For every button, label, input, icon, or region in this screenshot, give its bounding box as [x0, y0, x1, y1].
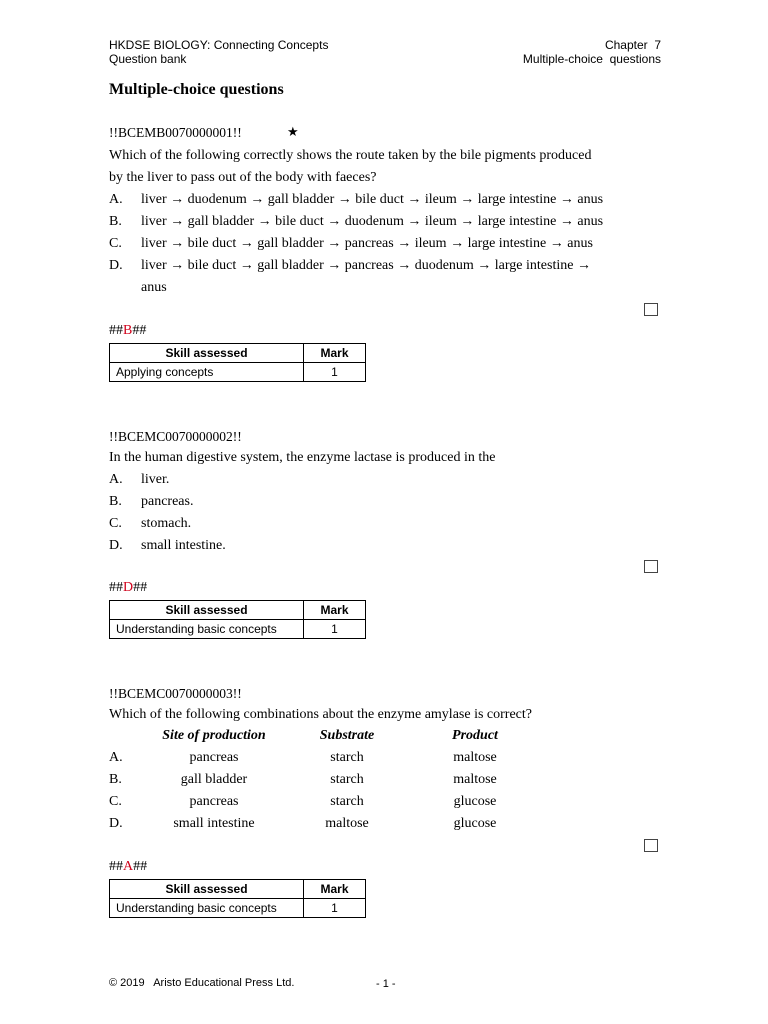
option-letter: A. — [109, 750, 123, 765]
mark-cell: 1 — [304, 620, 366, 639]
substrate-cell: starch — [330, 750, 364, 765]
chapter-label: Chapter 7 — [604, 38, 661, 52]
substrate-cell: starch — [330, 772, 364, 787]
chapter-section: Multiple-choice questions — [522, 52, 661, 66]
mark-header: Mark — [304, 880, 366, 899]
option-letter: B. — [109, 214, 122, 229]
skill-cell: Applying concepts — [110, 363, 304, 382]
answer-checkbox[interactable] — [644, 560, 658, 573]
mark-header: Mark — [304, 344, 366, 363]
copyright-notice: © 2019 Aristo Educational Press Ltd. — [109, 977, 295, 989]
option-letter: A. — [109, 192, 123, 207]
option-d[interactable] — [109, 535, 409, 557]
table-row — [110, 899, 366, 918]
skill-header: Skill assessed — [110, 344, 304, 363]
option-text: liver → duodenum → gall bladder → bile duct → ileum → large intestine → anus — [141, 192, 604, 207]
book-title: HKDSE BIOLOGY: Connecting Concepts — [109, 38, 329, 52]
option-letter: C. — [109, 236, 122, 251]
option-letter: D. — [109, 538, 123, 553]
option-c[interactable] — [109, 794, 579, 816]
option-d[interactable] — [109, 816, 579, 838]
site-cell: pancreas — [189, 794, 239, 809]
mark-header: Mark — [304, 601, 366, 620]
stem-line: Which of the following correctly shows the route taken by the bile pigments produced — [109, 148, 592, 163]
answer-key — [109, 323, 146, 339]
stem-line: by the liver to pass out of the body with faeces? — [109, 170, 377, 185]
site-cell: gall bladder — [180, 772, 248, 787]
option-a[interactable] — [109, 469, 409, 491]
table-header-row — [110, 880, 366, 899]
option-a[interactable] — [109, 189, 679, 211]
option-text: stomach. — [141, 516, 192, 531]
answer-marker: ## — [132, 323, 147, 338]
table-row — [110, 620, 366, 639]
option-letter: B. — [109, 494, 122, 509]
skill-table — [109, 600, 366, 639]
skill-cell: Understanding basic concepts — [110, 899, 304, 918]
question-id: !!BCEMB0070000001!! — [109, 125, 242, 140]
option-text: small intestine. — [141, 538, 226, 553]
substrate-cell: maltose — [325, 816, 369, 831]
option-b[interactable] — [109, 772, 579, 794]
product-cell: maltose — [453, 772, 497, 787]
running-header-right — [523, 38, 661, 66]
table-header-row — [110, 601, 366, 620]
answer-marker: ## — [109, 323, 123, 338]
option-letter: B. — [109, 772, 122, 787]
product-cell: glucose — [453, 794, 497, 809]
answer-letter: B — [123, 323, 133, 338]
skill-header: Skill assessed — [110, 601, 304, 620]
page-number: - 1 - — [376, 978, 396, 990]
option-letter: D. — [109, 816, 123, 831]
table-header-row — [110, 344, 366, 363]
skill-table — [109, 879, 366, 918]
answer-key — [109, 580, 147, 596]
substrate-cell: starch — [330, 794, 364, 809]
option-letter: D. — [109, 258, 123, 273]
site-cell: small intestine — [173, 816, 255, 831]
option-text: pancreas. — [141, 494, 194, 509]
answer-marker: ## — [133, 580, 148, 595]
site-cell: pancreas — [189, 750, 239, 765]
option-letter: C. — [109, 516, 122, 531]
column-header-site: Site of production — [162, 728, 266, 743]
option-text: liver → bile duct → gall bladder → pancreas → duodenum → large intestine → — [141, 258, 591, 273]
answer-letter: D — [123, 580, 134, 595]
column-header-substrate: Substrate — [319, 728, 375, 743]
combination-table — [109, 726, 579, 836]
mark-cell: 1 — [304, 899, 366, 918]
table-row — [110, 363, 366, 382]
option-letter: C. — [109, 794, 122, 809]
answer-marker: ## — [133, 859, 148, 874]
page-title: Multiple-choice questions — [109, 81, 284, 98]
option-c[interactable] — [109, 233, 679, 255]
skill-header: Skill assessed — [110, 880, 304, 899]
answer-checkbox[interactable] — [644, 303, 658, 316]
mark-cell: 1 — [304, 363, 366, 382]
option-text: liver. — [141, 472, 170, 487]
skill-cell: Understanding basic concepts — [110, 620, 304, 639]
answer-marker: ## — [109, 580, 123, 595]
product-cell: glucose — [453, 816, 497, 831]
option-b[interactable] — [109, 491, 409, 513]
question-stem: In the human digestive system, the enzyme lactase is produced in the — [109, 450, 496, 465]
option-text: liver → gall bladder → bile duct → duodenum → ileum → large intestine → anus — [141, 214, 604, 229]
option-text-continued: anus — [141, 280, 167, 295]
option-b[interactable] — [109, 211, 679, 233]
option-letter: A. — [109, 472, 123, 487]
question-stem: Which of the following combinations about the enzyme amylase is correct? — [109, 707, 532, 722]
option-a[interactable] — [109, 750, 579, 772]
answer-key — [109, 859, 147, 875]
question-stem — [109, 145, 669, 189]
question-id: !!BCEMC0070000002!! — [109, 429, 242, 444]
running-header-left — [109, 38, 328, 66]
skill-table — [109, 343, 366, 382]
product-cell: maltose — [453, 750, 497, 765]
answer-letter: A — [123, 859, 134, 874]
option-text: liver → bile duct → gall bladder → pancreas → ileum → large intestine → anus — [141, 236, 593, 251]
question-id: !!BCEMC0070000003!! — [109, 686, 242, 701]
options-list — [109, 469, 679, 557]
option-d[interactable] — [109, 255, 679, 299]
book-section: Question bank — [109, 52, 187, 66]
option-c[interactable] — [109, 513, 409, 535]
star-icon: ★ — [287, 124, 299, 139]
options-list — [109, 189, 679, 299]
column-header-product: Product — [452, 728, 498, 743]
answer-marker: ## — [109, 859, 123, 874]
answer-checkbox[interactable] — [644, 839, 658, 852]
